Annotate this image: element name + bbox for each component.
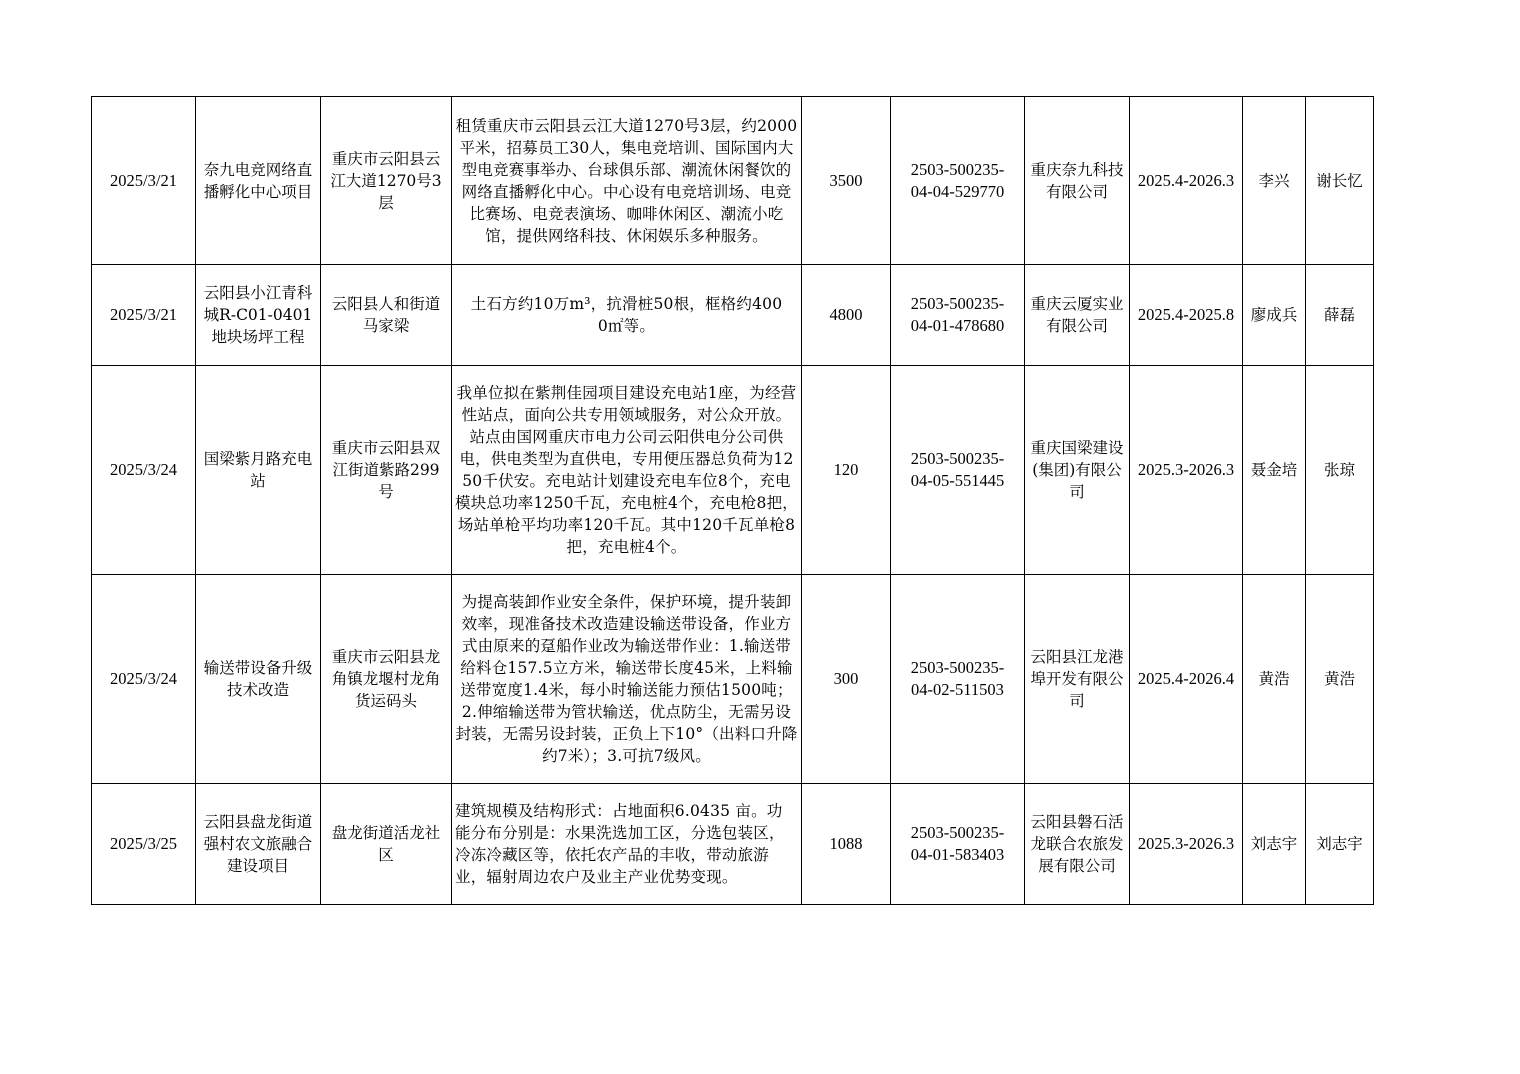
description-cell: 租赁重庆市云阳县云江大道1270号3层，约2000平米，招募员工30人，集电竞培训、国际国内大型电竞赛事举办、台球俱乐部、潮流休闲餐饮的网络直播孵化中心。中心设有电竞培训场、电竞比赛场、电竞表演场、咖啡休闲区、潮流小吃馆，提供网络科技、休闲娱乐多种服务。	[452, 97, 802, 265]
date-cell: 2025/3/24	[92, 366, 196, 575]
project-code-line2: 04-04-529770	[910, 181, 1005, 201]
company-cell: 重庆云厦实业有限公司	[1025, 265, 1130, 366]
project-code-line2: 04-01-583403	[910, 845, 1005, 864]
company-cell: 重庆国梁建设(集团)有限公司	[1025, 366, 1130, 575]
description-cell: 建筑规模及结构形式：占地面积6.0435 亩。功能分布分别是：水果洗选加工区，分选包装区，冷冻冷藏区等，依托农产品的丰收，带动旅游业，辐射周边农户及业主产业优势变现。	[452, 784, 802, 905]
contact2-cell: 黄浩	[1306, 575, 1374, 784]
project-name-cell: 云阳县小江青科城R-C01-0401地块场坪工程	[196, 265, 321, 366]
project-name-cell: 奈九电竞网络直播孵化中心项目	[196, 97, 321, 265]
contact1-cell: 刘志宇	[1243, 784, 1306, 905]
table-row	[92, 97, 1374, 265]
description-cell: 我单位拟在紫荆佳园项目建设充电站1座，为经营性站点，面向公共专用领域服务，对公众开放。站点由国网重庆市电力公司云阳供电分公司供电，供电类型为直供电，专用便压器总负荷为1250千伏安。充电站计划建设充电车位8个，充电模块总功率1250千瓦，充电桩4个，充电枪8把，场站单枪平均功率120千瓦。其中120千瓦单枪8把，充电桩4个。	[452, 366, 802, 575]
project-code-cell	[891, 575, 1025, 784]
investment-cell: 120	[802, 366, 891, 575]
table-row	[92, 265, 1374, 366]
investment-cell: 4800	[802, 265, 891, 366]
contact2-cell: 薛磊	[1306, 265, 1374, 366]
period-cell: 2025.3-2026.3	[1130, 784, 1243, 905]
project-code-line1: 2503-500235-	[910, 658, 1005, 677]
period-cell: 2025.4-2026.4	[1130, 575, 1243, 784]
project-code-line1: 2503-500235-	[910, 159, 1005, 179]
location-cell: 盘龙街道活龙社区	[321, 784, 452, 905]
project-code-cell	[891, 366, 1025, 575]
location-cell: 云阳县人和街道马家梁	[321, 265, 452, 366]
date-cell: 2025/3/24	[92, 575, 196, 784]
project-table	[91, 96, 1374, 905]
contact1-cell: 聂金培	[1243, 366, 1306, 575]
description-cell: 为提高装卸作业安全条件，保护环境，提升装卸效率，现准备技术改造建设输送带设备，作业方式由原来的趸船作业改为输送带作业：1.输送带给料仓157.5立方米，输送带长度45米，上料输送带宽度1.4米，每小时输送能力预估1500吨；2.伸缩输送带为管状输送，优点防尘，无需另设封装，无需另设封装，正负上下10°（出料口升降约7米）；3.可抗7级风。	[452, 575, 802, 784]
table-row	[92, 366, 1374, 575]
company-cell: 重庆奈九科技有限公司	[1025, 97, 1130, 265]
table-row	[92, 784, 1374, 905]
table-row	[92, 575, 1374, 784]
investment-cell: 1088	[802, 784, 891, 905]
project-code-line1: 2503-500235-	[910, 294, 1005, 313]
project-code-cell	[891, 784, 1025, 905]
date-cell: 2025/3/21	[92, 265, 196, 366]
project-code-line1: 2503-500235-	[910, 449, 1005, 468]
contact1-cell: 黄浩	[1243, 575, 1306, 784]
project-name-cell: 国梁紫月路充电站	[196, 366, 321, 575]
date-cell: 2025/3/21	[92, 97, 196, 265]
investment-cell: 3500	[802, 97, 891, 265]
period-cell: 2025.3-2026.3	[1130, 366, 1243, 575]
location-cell: 重庆市云阳县双江街道紫路299号	[321, 366, 452, 575]
project-code-cell	[891, 265, 1025, 366]
project-code-line1: 2503-500235-	[910, 823, 1005, 842]
contact2-cell: 谢长忆	[1306, 97, 1374, 265]
project-code-line2: 04-05-551445	[910, 471, 1005, 490]
company-cell: 云阳县江龙港埠开发有限公司	[1025, 575, 1130, 784]
contact1-cell: 李兴	[1243, 97, 1306, 265]
contact2-cell: 张琼	[1306, 366, 1374, 575]
company-cell: 云阳县磐石活龙联合农旅发展有限公司	[1025, 784, 1130, 905]
location-cell: 重庆市云阳县龙角镇龙堰村龙角货运码头	[321, 575, 452, 784]
location-cell: 重庆市云阳县云江大道1270号3层	[321, 97, 452, 265]
contact2-cell: 刘志宇	[1306, 784, 1374, 905]
project-code-line2: 04-01-478680	[910, 316, 1005, 335]
period-cell: 2025.4-2025.8	[1130, 265, 1243, 366]
project-name-cell: 输送带设备升级技术改造	[196, 575, 321, 784]
investment-cell: 300	[802, 575, 891, 784]
project-code-line2: 04-02-511503	[911, 680, 1004, 699]
description-cell: 土石方约10万m³，抗滑桩50根，框格约4000㎡等。	[452, 265, 802, 366]
project-code-cell	[891, 97, 1025, 265]
project-name-cell: 云阳县盘龙街道强村农文旅融合建设项目	[196, 784, 321, 905]
date-cell: 2025/3/25	[92, 784, 196, 905]
contact1-cell: 廖成兵	[1243, 265, 1306, 366]
period-cell: 2025.4-2026.3	[1130, 97, 1243, 265]
